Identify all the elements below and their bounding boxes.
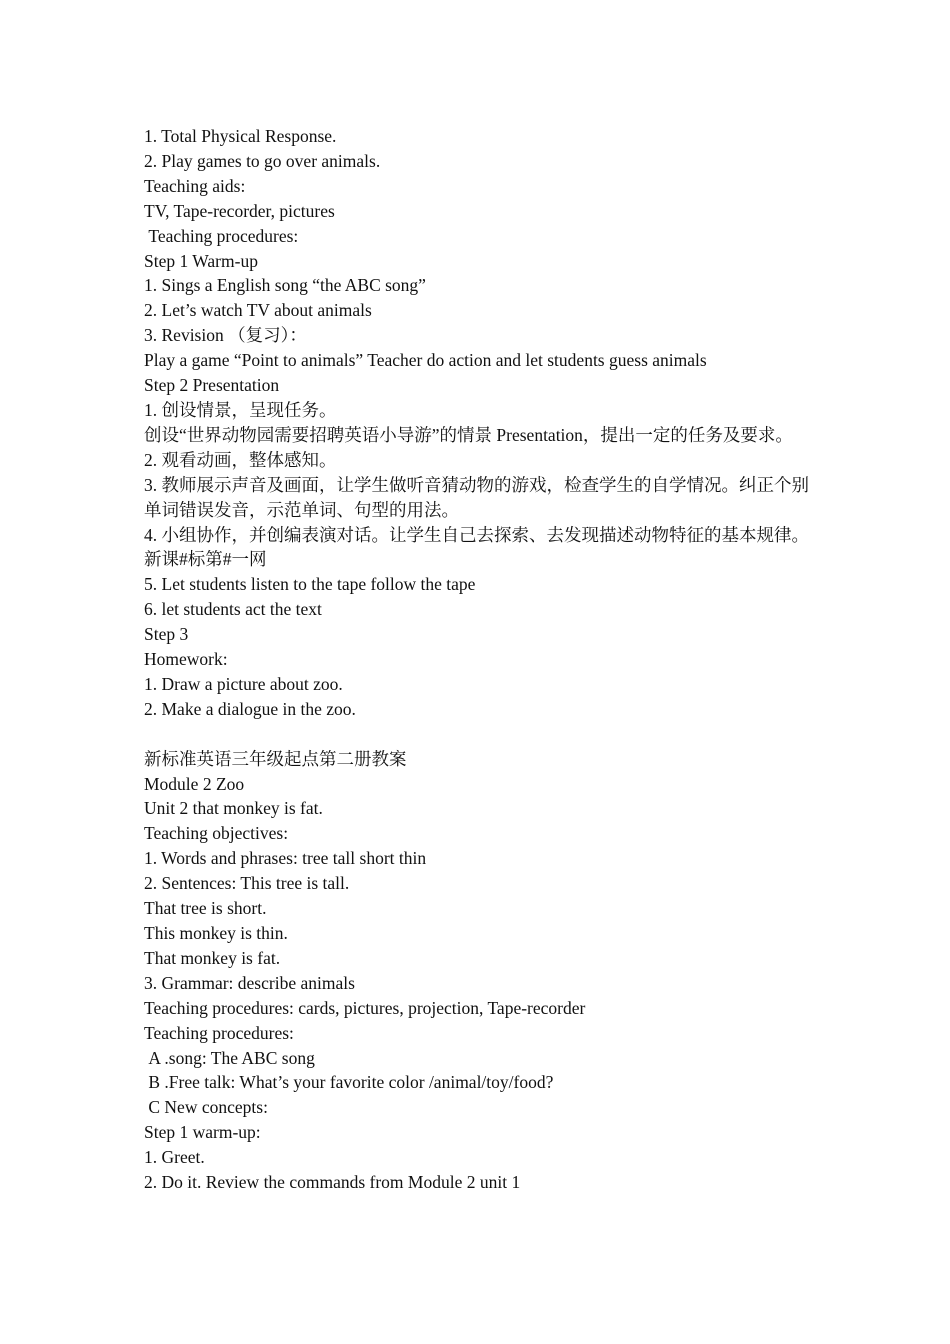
text-line: Teaching objectives: (144, 823, 289, 844)
text-line: 2. Let’s watch TV about animals (144, 300, 372, 321)
document-title: 新标准英语三年级起点第二册教案 (144, 748, 407, 769)
text-line: 1. Words and phrases: tree tall short thin (144, 848, 427, 869)
text-line: 2. Make a dialogue in the zoo. (144, 698, 356, 719)
text-line: Teaching procedures: (144, 225, 299, 246)
text-paragraph: 4. 小组协作，并创编表演对话。让学生自己去探索、去发现描述动物特征的基本规律。新课#标第#一网 (144, 524, 809, 570)
text-line: 1. Total Physical Response. (144, 126, 337, 146)
lesson-plan-section-2 (144, 747, 814, 1195)
unit-heading: Unit 2 that monkey is fat. (144, 798, 323, 819)
text-line: A .song: The ABC song (144, 1047, 315, 1068)
step-heading: Step 1 Warm-up (144, 250, 258, 271)
text-line: Teaching procedures: (144, 1022, 294, 1043)
text-line: C New concepts: (144, 1097, 268, 1118)
text-line: B .Free talk: What’s your favorite color /animal/toy/food? (144, 1072, 554, 1093)
text-line: TV, Tape-recorder, pictures (144, 200, 335, 221)
text-line: 2. Do it. Review the commands from Module 2 unit 1 (144, 1172, 521, 1193)
text-line: 2. Play games to go over animals. (144, 150, 381, 171)
step-heading: Step 3 (144, 624, 189, 645)
text-paragraph: 3. 教师展示声音及画面，让学生做听音猜动物的游戏，检查学生的自学情况。纠正个别单词错误发音，示范单词、句型的用法。 (144, 474, 809, 520)
text-line: 3. Grammar: describe animals (144, 972, 355, 993)
text-line: That tree is short. (144, 898, 267, 919)
text-line: 5. Let students listen to the tape follow the tape (144, 574, 476, 595)
text-line: Play a game “Point to animals” Teacher do action and let students guess animals (144, 350, 707, 371)
text-line: 2. Sentences: This tree is tall. (144, 873, 350, 894)
module-heading: Module 2 Zoo (144, 773, 245, 794)
text-line: 6. let students act the text (144, 599, 322, 620)
text-line: 1. 创设情景，呈现任务。 (144, 399, 337, 420)
step-heading: Step 1 warm-up: (144, 1122, 261, 1143)
step-heading: Step 2 Presentation (144, 375, 280, 396)
text-line: That monkey is fat. (144, 947, 281, 968)
text-line: Homework: (144, 649, 228, 670)
text-line: 1. Sings a English song “the ABC song” (144, 275, 426, 296)
text-line: 2. 观看动画，整体感知。 (144, 449, 337, 470)
text-line: Teaching procedures: cards, pictures, projection, Tape-recorder (144, 997, 586, 1018)
blank-line (144, 722, 814, 747)
text-line: 1. Greet. (144, 1147, 205, 1168)
text-line: This monkey is thin. (144, 922, 288, 943)
document-body (144, 124, 814, 1195)
text-line: Teaching aids: (144, 175, 246, 196)
lesson-plan-section-1 (144, 124, 814, 722)
text-line: 1. Draw a picture about zoo. (144, 673, 343, 694)
text-line: 3. Revision （复习）： (144, 325, 307, 346)
text-paragraph: 创设“世界动物园需要招聘英语小导游”的情景 Presentation，提出一定的任务及要求。 (144, 424, 793, 445)
